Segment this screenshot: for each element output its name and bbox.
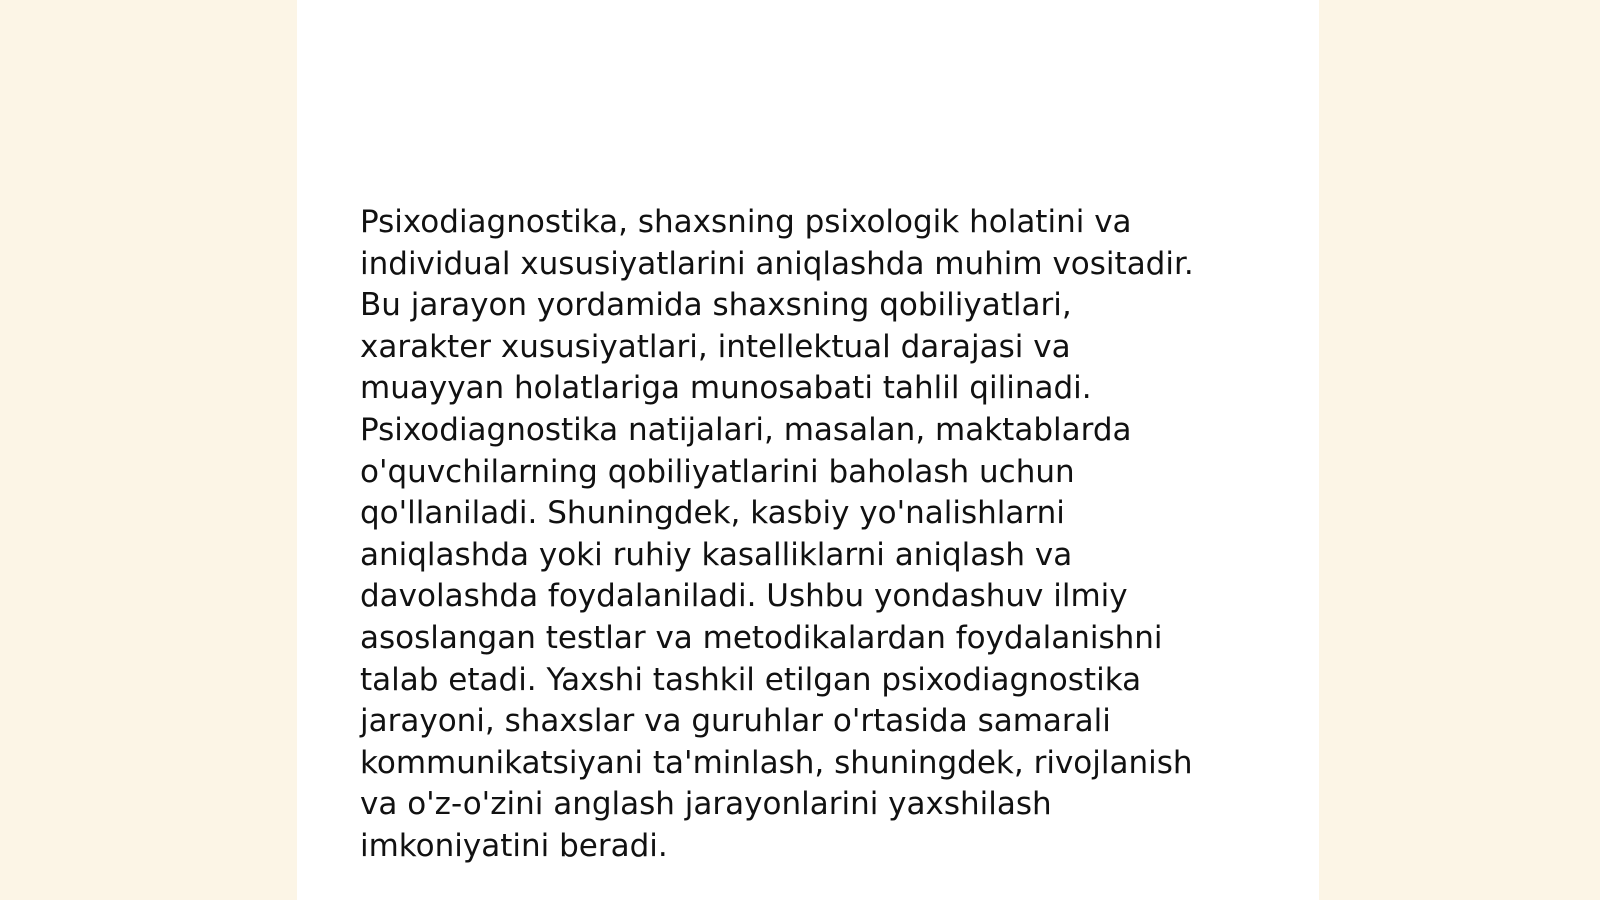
document-page: [297, 0, 1319, 900]
body-paragraph: Psixodiagnostika, shaxsning psixologik holatini va individual xususiyatlarini aniqlashda muhim vositadir. Bu jarayon yordamida shaxsning qobiliyatlari, xarakter xususiyatlari, intellektual darajasi va muayyan holatlariga munosabati tahlil qilinadi. Psixodiagnostika natijalari, masalan, maktablarda o'quvchilarning qobiliyatlarini baholash uchun qo'llaniladi. Shuningdek, kasbiy yo'nalishlarni aniqlashda yoki ruhiy kasalliklarni aniqlash va davolashda foydalaniladi. Ushbu yondashuv ilmiy asoslangan testlar va metodikalardan foydalanishni talab etadi. Yaxshi tashkil etilgan psixodiagnostika jarayoni, shaxslar va guruhlar o'rtasida samarali kommunikatsiyani ta'minlash, shuningdek, rivojlanish va o'z-o'zini anglash jarayonlarini yaxshilash imkoniyatini beradi.: [360, 204, 1194, 864]
